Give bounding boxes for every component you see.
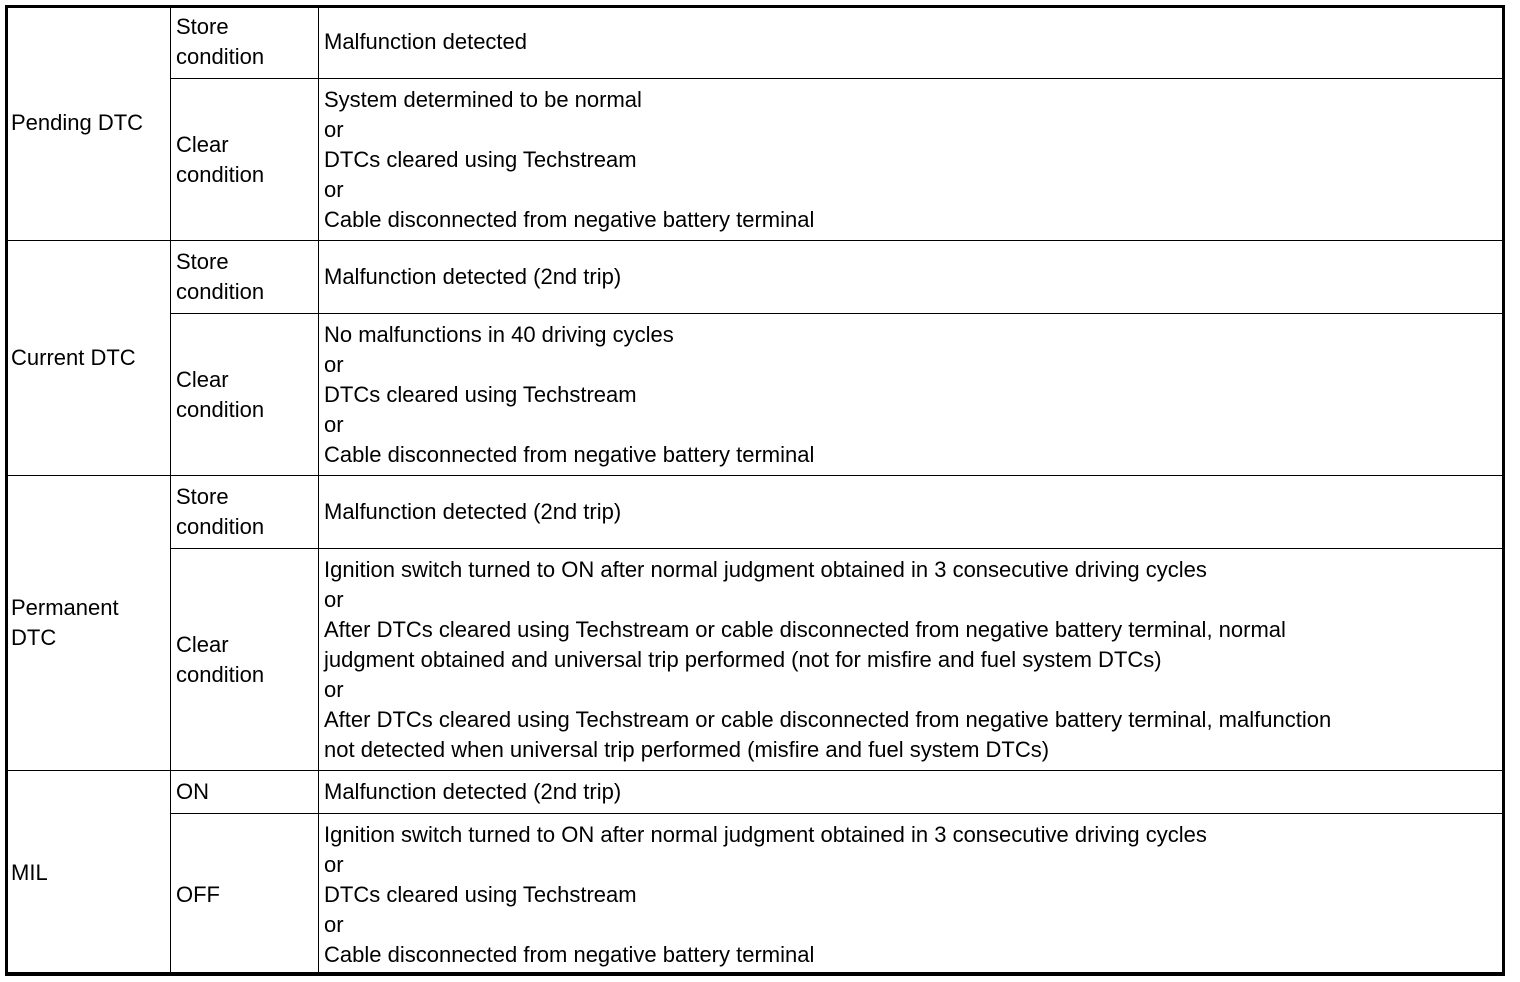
condition-description: Malfunction detected [319,6,1505,79]
condition-description: System determined to be normal or DTCs cleared using Techstream or Cable disconnected from negative battery terminal [319,79,1505,241]
condition-description: Ignition switch turned to ON after normal judgment obtained in 3 consecutive driving cycles or DTCs cleared using Techstream or Cable disconnected from negative battery terminal [319,814,1505,976]
condition-label: Clear condition [171,314,319,476]
condition-label: Clear condition [171,79,319,241]
condition-description: Ignition switch turned to ON after normal judgment obtained in 3 consecutive driving cycles or After DTCs cleared using Techstream or cable disconnected from negative battery terminal, normal judgment obtained and universal trip performed (not for misfire and fuel system DTCs) or After DTCs cleared using Techstream or cable disconnected from negative battery terminal, malfunction not detected when universal trip performed (misfire and fuel system DTCs) [319,549,1505,771]
condition-description: No malfunctions in 40 driving cycles or DTCs cleared using Techstream or Cable disconnected from negative battery terminal [319,314,1505,476]
condition-description: Malfunction detected (2nd trip) [319,476,1505,549]
section-label-mil: MIL [6,771,171,976]
section-label-permanent-dtc: Permanent DTC [6,476,171,771]
condition-label: ON [171,771,319,814]
condition-description: Malfunction detected (2nd trip) [319,771,1505,814]
section-label-pending-dtc: Pending DTC [6,6,171,241]
condition-label: Store condition [171,476,319,549]
condition-label: Clear condition [171,549,319,771]
condition-label: Store condition [171,241,319,314]
condition-label: OFF [171,814,319,976]
table-outer-border [5,5,1505,975]
condition-description: Malfunction detected (2nd trip) [319,241,1505,314]
condition-label: Store condition [171,6,319,79]
section-label-current-dtc: Current DTC [6,241,171,476]
